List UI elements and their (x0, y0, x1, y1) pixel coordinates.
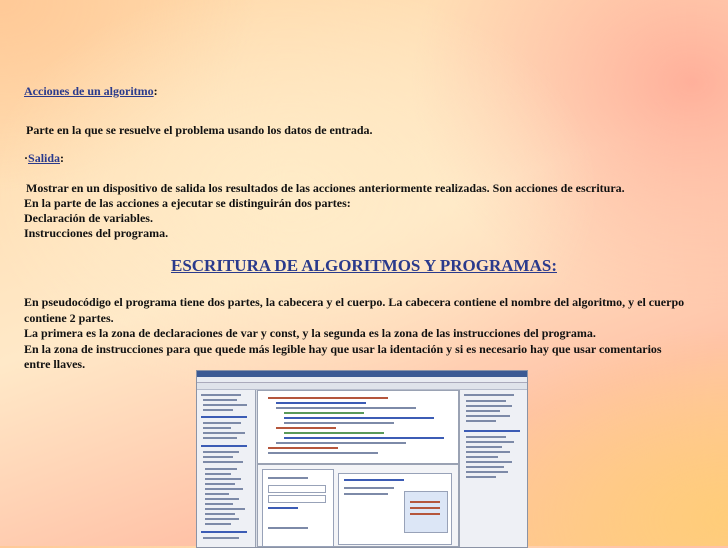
declaration-line: Declaración de variables. (24, 211, 153, 225)
paragraph-line-2: contiene 2 partes. (24, 310, 114, 325)
paragraph-line-5: entre llaves. (24, 357, 86, 371)
actions-colon: : (153, 84, 158, 98)
ide-screenshot-image (196, 370, 528, 548)
process-line: Parte en la que se resuelve el problema usando los datos de entrada. (26, 123, 373, 137)
output-link[interactable]: Salida (28, 151, 61, 165)
actions-part-line: En la parte de las acciones a ejecutar se distinguirán dos partes: (24, 196, 351, 210)
output-desc-line: Mostrar en un dispositivo de salida los resultados de las acciones anteriormente realizadas. Son acciones de escritura. (26, 181, 625, 195)
actions-link[interactable]: Acciones de un algoritmo (24, 84, 154, 98)
paragraph-line-4: En la zona de instrucciones para que quede más legible hay que usar la identación y si es necesario hay que usar comentarios (24, 341, 662, 356)
actions-heading-line (24, 84, 698, 99)
output-colon: : (60, 151, 65, 165)
page-title: ESCRITURA DE ALGORITMOS Y PROGRAMAS: (170, 256, 557, 275)
ide-properties-panel (459, 390, 527, 547)
ide-code-editor (257, 390, 459, 464)
pseudocode-paragraph (24, 295, 704, 373)
paragraph-line-3: La primera es la zona de declaraciones de var y const, y la segunda es la zona de las instrucciones del programa. (24, 326, 596, 340)
instructions-line: Instrucciones del programa. (24, 226, 169, 240)
ide-design-view (257, 464, 459, 547)
output-heading-line (24, 151, 698, 166)
paragraph-line-1: En pseudocódigo el programa tiene dos partes, la cabecera y el cuerpo. La cabecera contiene el nombre del algoritmo, y el cuerpo (24, 295, 685, 309)
bullet-dot: · (24, 151, 29, 165)
ide-toolbox-panel (197, 390, 256, 547)
ide-toolbar (197, 383, 527, 390)
